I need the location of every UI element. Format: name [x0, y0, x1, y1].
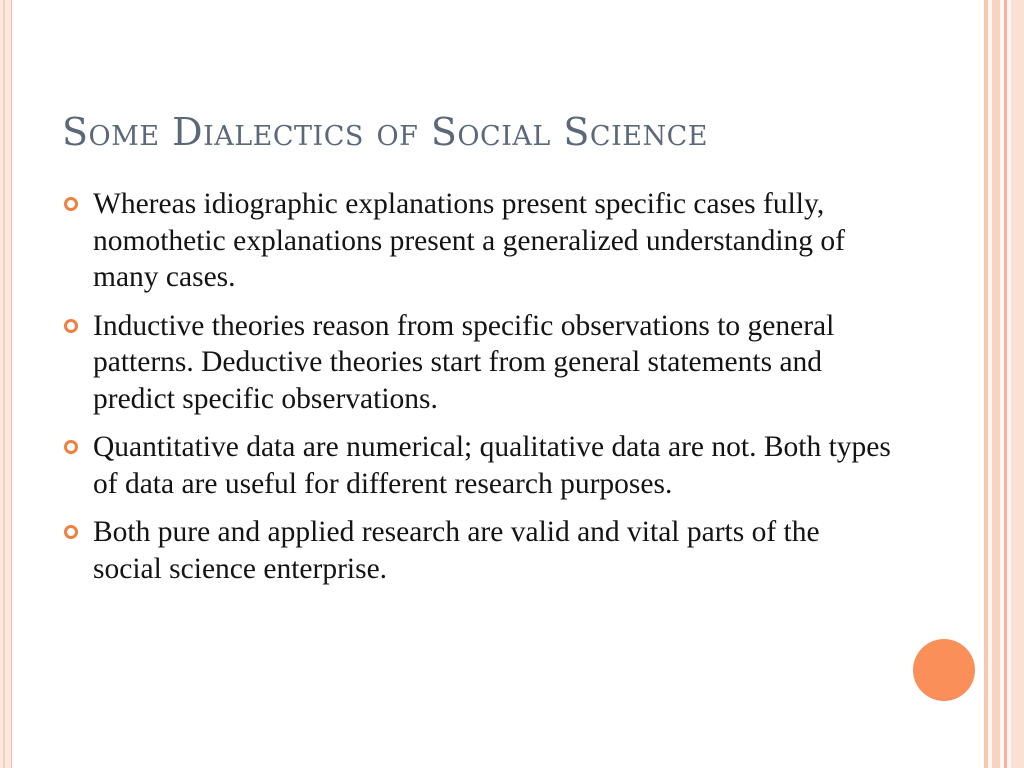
hollow-circle-bullet-icon [64, 319, 78, 333]
hollow-circle-bullet-icon [64, 525, 78, 539]
bullet-item [62, 308, 892, 418]
border-stripe [1011, 0, 1024, 768]
left-border-frame [0, 0, 12, 768]
orange-circle-decoration-icon [913, 639, 975, 701]
border-stripe [992, 0, 1000, 768]
right-border-frame [984, 0, 1024, 768]
bullet-item [62, 186, 892, 296]
bullet-text: Both pure and applied research are valid and vital parts of the social science enterprise. [93, 516, 820, 585]
border-stripe [1004, 0, 1007, 768]
bullet-item [62, 514, 892, 587]
hollow-circle-bullet-icon [64, 197, 78, 211]
bullet-text: Whereas idiographic explanations present specific cases fully, nomothetic explanations present a generalized understanding of many cases. [93, 188, 845, 293]
bullet-text: Quantitative data are numerical; qualitative data are not. Both types of data are useful for different research purposes. [93, 431, 891, 500]
bullet-item [62, 429, 892, 502]
bullet-text: Inductive theories reason from specific observations to general patterns. Deductive theories start from general statements and predict specific observations. [93, 309, 835, 415]
bullet-list [62, 186, 892, 599]
border-stripe [984, 0, 988, 768]
hollow-circle-bullet-icon [64, 440, 78, 454]
slide-title: Some Dialectics of Social Science [62, 110, 708, 154]
